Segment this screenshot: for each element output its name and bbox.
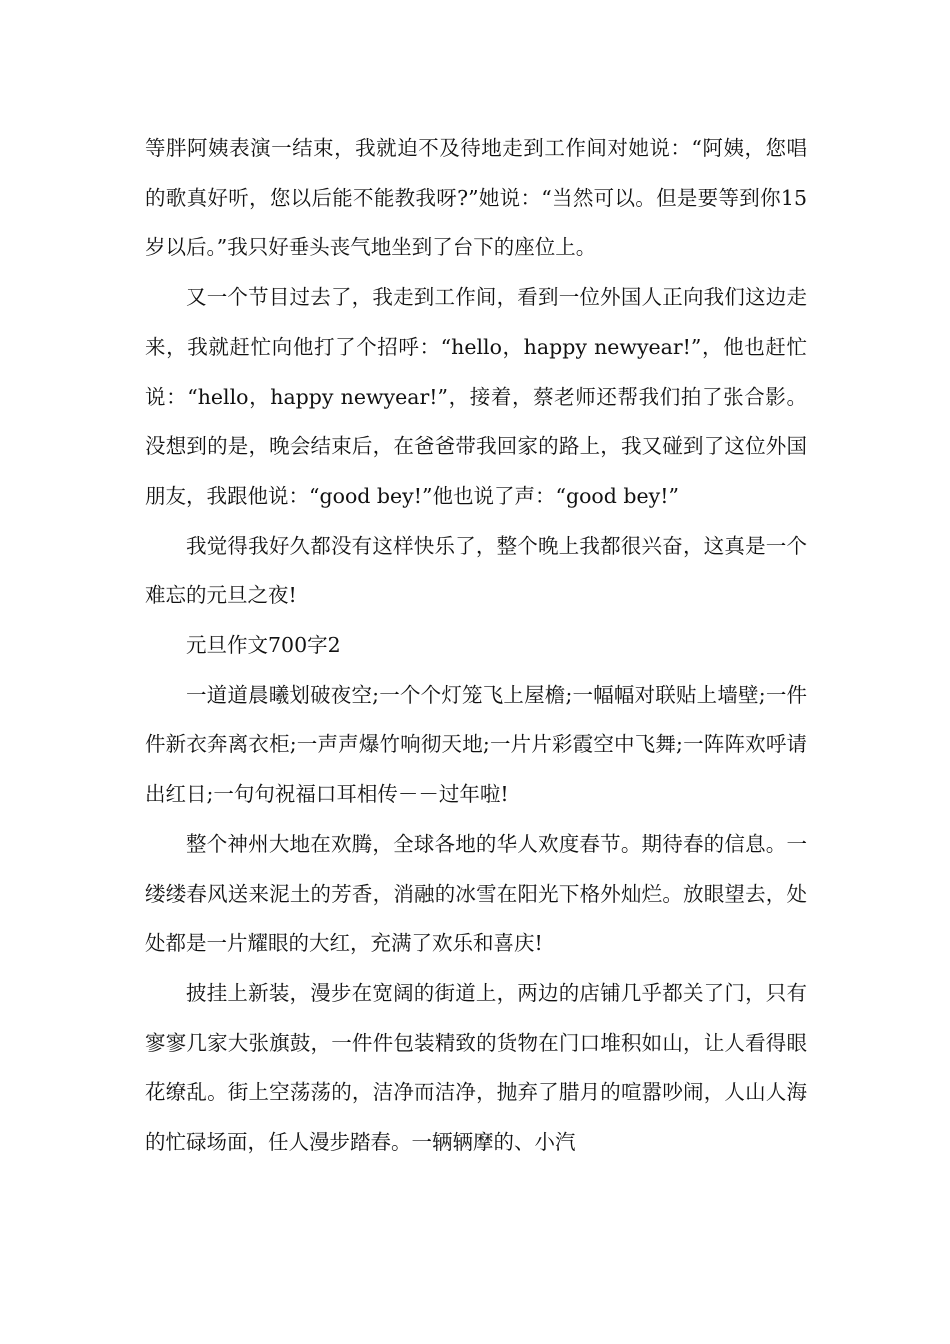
paragraph-3: 我觉得我好久都没有这样快乐了，整个晚上我都很兴奋，这真是一个难忘的元旦之夜! — [145, 533, 807, 608]
paragraph-4: 一道道晨曦划破夜空;一个个灯笼飞上屋檐;一幅幅对联贴上墙壁;一件件新衣奔离衣柜;一声声爆竹响彻天地;一片片彩霞空中飞舞;一阵阵欢呼请出红日;一句句祝福口耳相传－－过年啦! — [145, 682, 807, 807]
paragraph-6: 披挂上新装，漫步在宽阔的街道上，两边的店铺几乎都关了门，只有寥寥几家大张旗鼓，一件件包装精致的货物在门口堆积如山，让人看得眼花缭乱。街上空荡荡的，洁净而洁净，抛弃了腊月的喧嚣吵闹，人山人海的忙碌场面，任人漫步踏春。一辆辆摩的、小汽 — [145, 980, 807, 1155]
paragraph-1: 等胖阿姨表演一结束，我就迫不及待地走到工作间对她说：“阿姨，您唱的歌真好听，您以后能不能教我呀?”她说：“当然可以。但是要等到你15岁以后。”我只好垂头丧气地坐到了台下的座位上。 — [145, 136, 807, 260]
paragraph-5: 整个神州大地在欢腾，全球各地的华人欢度春节。期待春的信息。一缕缕春风送来泥土的芳香，消融的冰雪在阳光下格外灿烂。放眼望去，处处都是一片耀眼的大红，充满了欢乐和喜庆! — [145, 831, 807, 956]
document-body — [145, 124, 807, 1168]
section-heading: 元旦作文700字2 — [186, 633, 341, 658]
paragraph-2: 又一个节目过去了，我走到工作间，看到一位外国人正向我们这边走来，我就赶忙向他打了个招呼：“hello，happy newyear!”，他也赶忙说：“hello，happy newyear!”，接着，蔡老师还帮我们拍了张合影。没想到的是，晚会结束后，在爸爸带我回家的路上，我又碰到了这位外国朋友，我跟他说：“good bey!”他也说了声：“good bey!” — [145, 285, 807, 508]
